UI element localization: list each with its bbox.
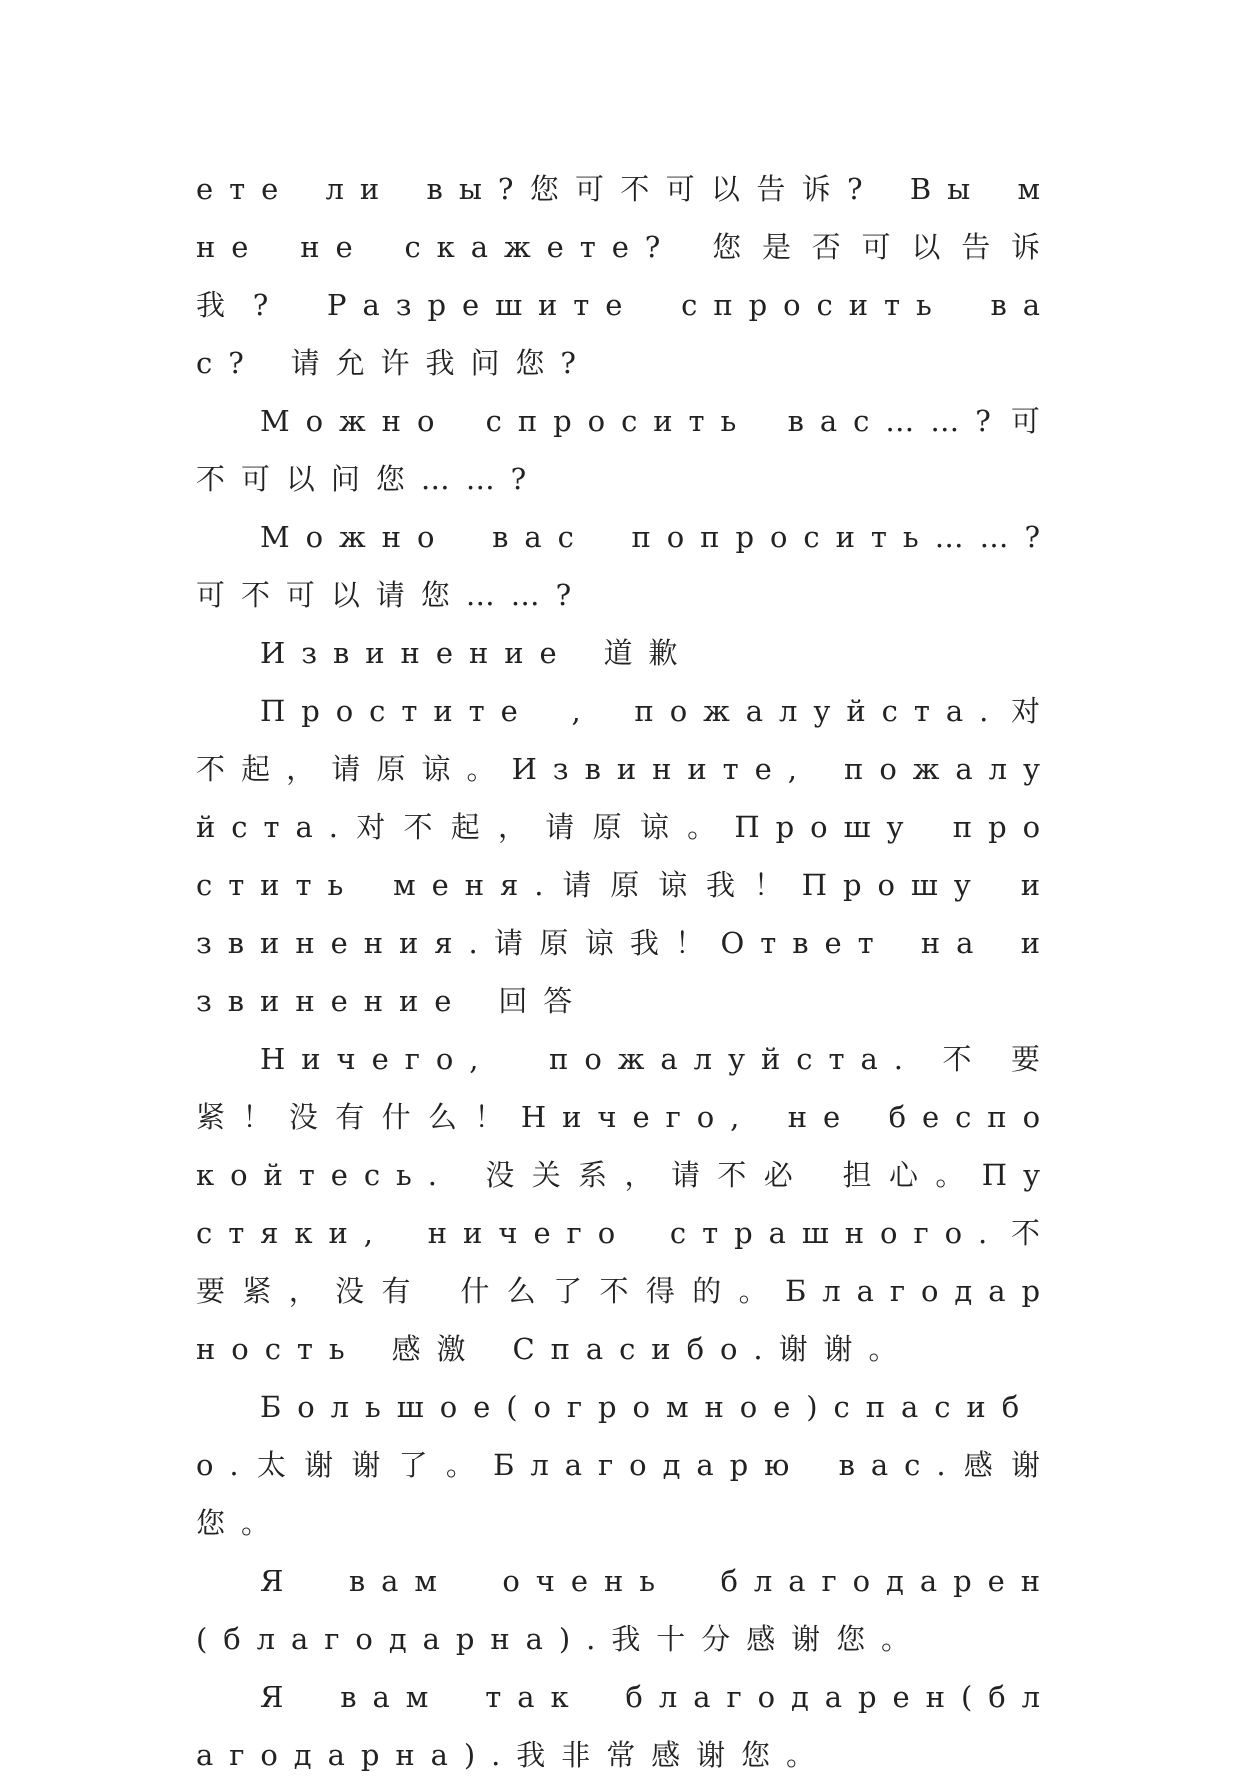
paragraph-very-grateful: Я вам очень благодарен(благодарна).我十分感谢您。	[196, 1564, 1056, 1656]
paragraph-may-i-ask: Можно спросить вас……?可不可以问您……?	[196, 404, 1056, 496]
paragraph-big-thanks: Большое(огромное)спасибо.太谢谢了。Благодарю вас.感谢您。	[196, 1390, 1056, 1540]
paragraph-apology-replies: Ничего, пожалуйста.不要紧！没有什么！Ничего, не беспокойтесь. 没关系，请不必 担心。Пустяки, ничего страшного.不要紧，没有 什么了不得的。Благодарность 感激 Спасибо.谢谢。	[196, 1042, 1056, 1366]
paragraph-may-i-request: Можно вас попросить……?可不可以请您……?	[196, 520, 1056, 612]
paragraph-so-grateful: Я вам так благодарен(благодарна).我非常感谢您。	[196, 1680, 1056, 1772]
paragraph-apology-phrases: Простите , пожалуйста.对不起，请原谅。Извините, пожалуйста.对不起，请原谅。Прошу простить меня.请原谅我！Прошу извинения.请原谅我！Ответ на извинение 回答	[196, 694, 1056, 1018]
document-body	[196, 160, 1056, 1784]
paragraph-polite-questions: ете ли вы?您可不可以告诉? Вы мне не скажете? 您是否可以告诉我? Разрешите спросить вас? 请允许我问您?	[196, 172, 1056, 380]
section-heading-apology: Извинение 道歉	[260, 636, 694, 670]
